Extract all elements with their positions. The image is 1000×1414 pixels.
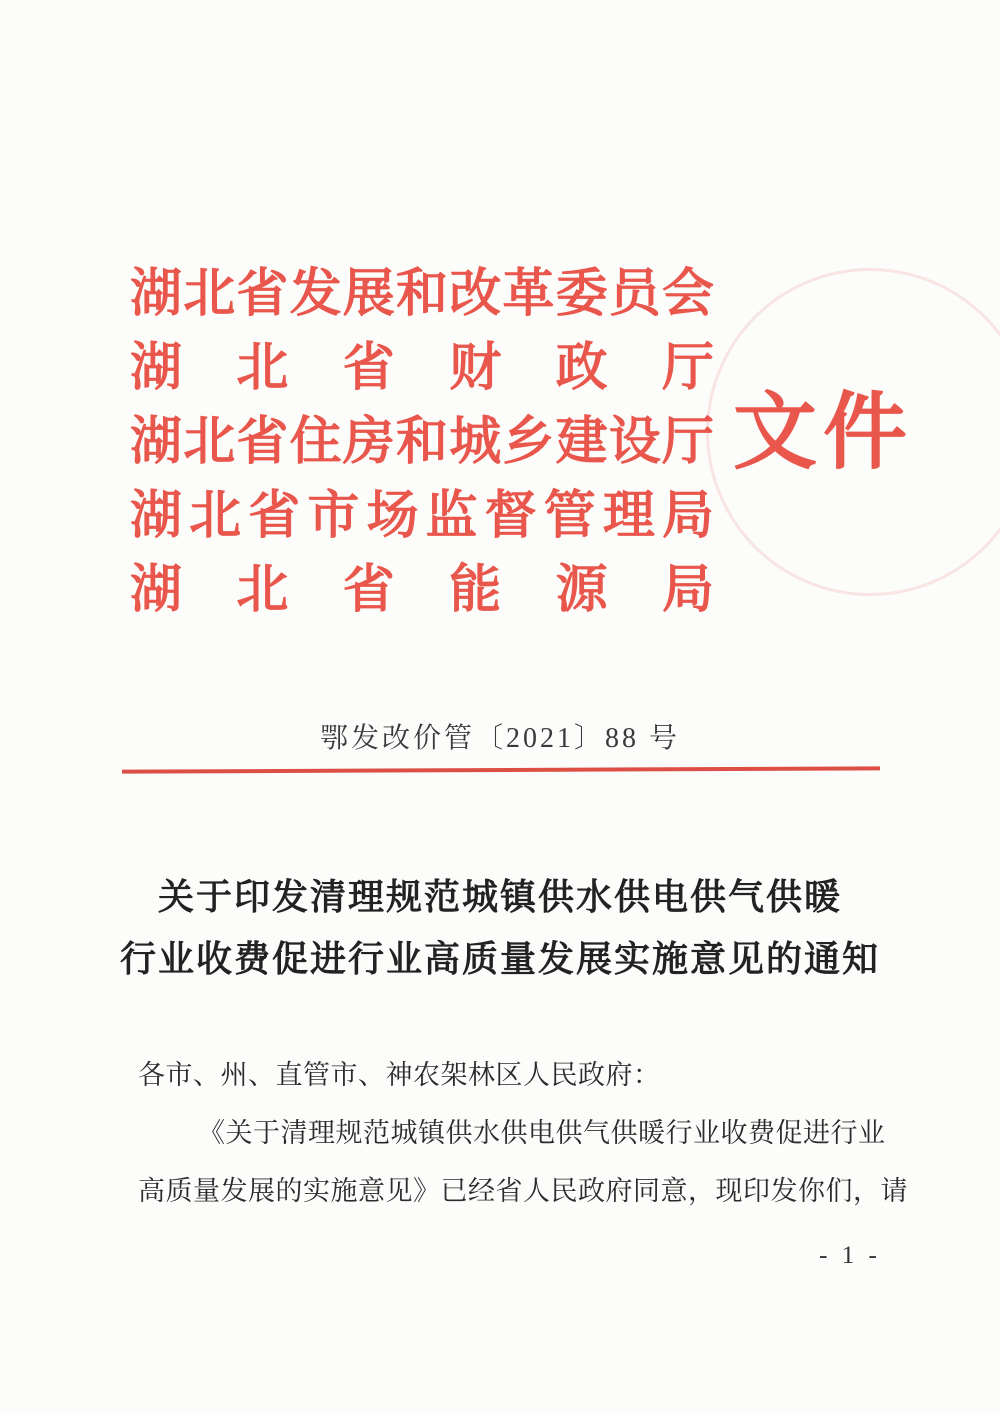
page-number: - 1 -: [819, 1242, 881, 1269]
document-number: 鄂发改价管〔2021〕88 号: [319, 723, 680, 754]
document-body: [138, 1046, 908, 1220]
salutation-line: 各市、州、直管市、神农架林区人民政府：: [138, 1060, 661, 1090]
document-title-line-1: 关于印发清理规范城镇供水供电供气供暖: [157, 876, 842, 917]
agency-name-line-3: 湖北省住房和城乡建设厅: [130, 414, 714, 471]
body-paragraph-line-1: 《关于清理规范城镇供水供电供气供暖行业收费促进行业: [198, 1118, 886, 1148]
agency-name-line-2: 湖北省财政厅: [130, 340, 714, 397]
document-title-line-2: 行业收费促进行业高质量发展实施意见的通知: [119, 938, 880, 979]
body-paragraph-line-2: 高质量发展的实施意见》已经省人民政府同意，现印发你们，请: [138, 1176, 908, 1206]
red-separator-line: [122, 766, 880, 773]
agency-header: [130, 258, 714, 628]
agency-name-line-4: 湖北省市场监督管理局: [130, 488, 714, 545]
agency-name-line-5: 湖北省能源局: [130, 562, 714, 619]
document-type-label: 文件: [733, 387, 914, 480]
agency-name-line-1: 湖北省发展和改革委员会: [130, 266, 714, 323]
document-title: [0, 866, 1000, 990]
